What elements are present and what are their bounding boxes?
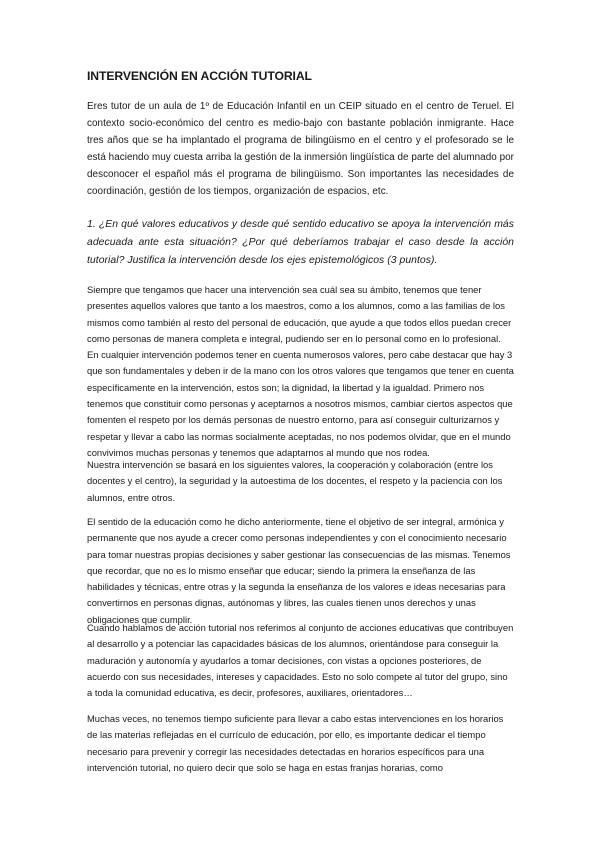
- answer-paragraph-education-sense: El sentido de la educación como he dicho anteriormente, tiene el objetivo de ser integral, armónica y permanente que nos ayude a crecer como personas independientes y con el conocimiento necesario para tomar nuestras propias decisiones y saber gestionar las consecuencias de las mismas. Tenemos que recordar, que no es lo mismo enseñar que educar; siendo la primera la enseñanza de las habilidades y técnicas, entre otras y la segunda la enseñanza de los valores e ideas necesarias para convertirnos en personas dignas, autónomas y libres, las cuales tienen unos derechos y unas obligaciones que cumplir.: [87, 516, 511, 625]
- question-paragraph: 1. ¿En qué valores educativos y desde qué sentido educativo se apoya la intervención más adecuada ante esta situación? ¿Por qué deberíamos trabajar el caso desde la acción tutorial? Justifica la intervención desde los ejes epistemológicos (3 puntos).: [87, 219, 514, 266]
- document-title: INTERVENCIÓN EN ACCIÓN TUTORIAL: [87, 69, 312, 83]
- answer-paragraph-tutorial-action: Cuando hablamos de acción tutorial nos referimos al conjunto de acciones educativas que contribuyen al desarrollo y a potenciar las capacidades básicas de los alumnos, orientándose para conseguir la maduración y autonomía y ayudarlos a tomar decisiones, con vistas a opciones posteriores, de acuerdo con sus necesidades, intereses y capacidades. Esto no solo compete al tutor del grupo, sino a toda la comunidad educativa, es decir, profesores, auxiliares, orientadores…: [87, 622, 514, 699]
- answer-paragraph-time: Muchas veces, no tenemos tiempo suficiente para llevar a cabo estas intervenciones en los horarios de las materias reflejadas en el currículo de educación, por ello, es importante dedicar el tiempo necesario para prevenir y corregir las necesidades detectadas en horarios específicos para una intervención tutorial, no quiero decir que solo se haga en estas franjas horarias, como: [87, 713, 504, 773]
- answer-paragraph-intervention: Nuestra intervención se basará en los siguientes valores, la cooperación y colaboración (entre los docentes y el centro), la seguridad y la autoestima de los docentes, el respeto y la paciencia con los alumnos, entre otros.: [87, 459, 503, 503]
- intro-paragraph: Eres tutor de un aula de 1º de Educación Infantil en un CEIP situado en el centro de Teruel. El contexto socio-económico del centro es medio-bajo con bastante población inmigrante. Hace tres años que se ha implantado el programa de bilingüismo en el centro y el profesorado se le está haciendo muy cuesta arriba la gestión de la inmersión lingüística de parte del alumnado por desconocer el español más el programa de bilingüismo. Son importantes las necesidades de coordinación, gestión de los tiempos, organización de espacios, etc.: [87, 101, 514, 198]
- answer-paragraph-values: Siempre que tengamos que hacer una intervención sea cuál sea su ámbito, tenemos que tener presentes aquellos valores que tanto a los maestros, como a los alumnos, como a las familias de los mismos como también al resto del personal de educación, que ayude a que todos ellos puedan crecer como personas de manera completa e integral, pudiendo ser en lo personal como en lo profesional. En cualquier intervención podemos tener en cuenta numerosos valores, pero cabe destacar que hay 3 que son fundamentales y deben ir de la mano con los otros valores que tengamos que tener en cuenta específicamente en la intervención, estos son; la dignidad, la libertad y la igualdad. Primero nos tenemos que constituir como personas y aceptarnos a nosotros mismos, cambiar ciertos aspectos que fomenten el respeto por los demás personas de nuestro entorno, para así conseguir culturizarnos y respetar y llevar a cabo las normas socialmente aceptadas, no nos podemos olvidar, que en el mundo convivimos muchas personas y tenemos que adaptarnos al mundo que nos rodea.: [87, 284, 514, 458]
